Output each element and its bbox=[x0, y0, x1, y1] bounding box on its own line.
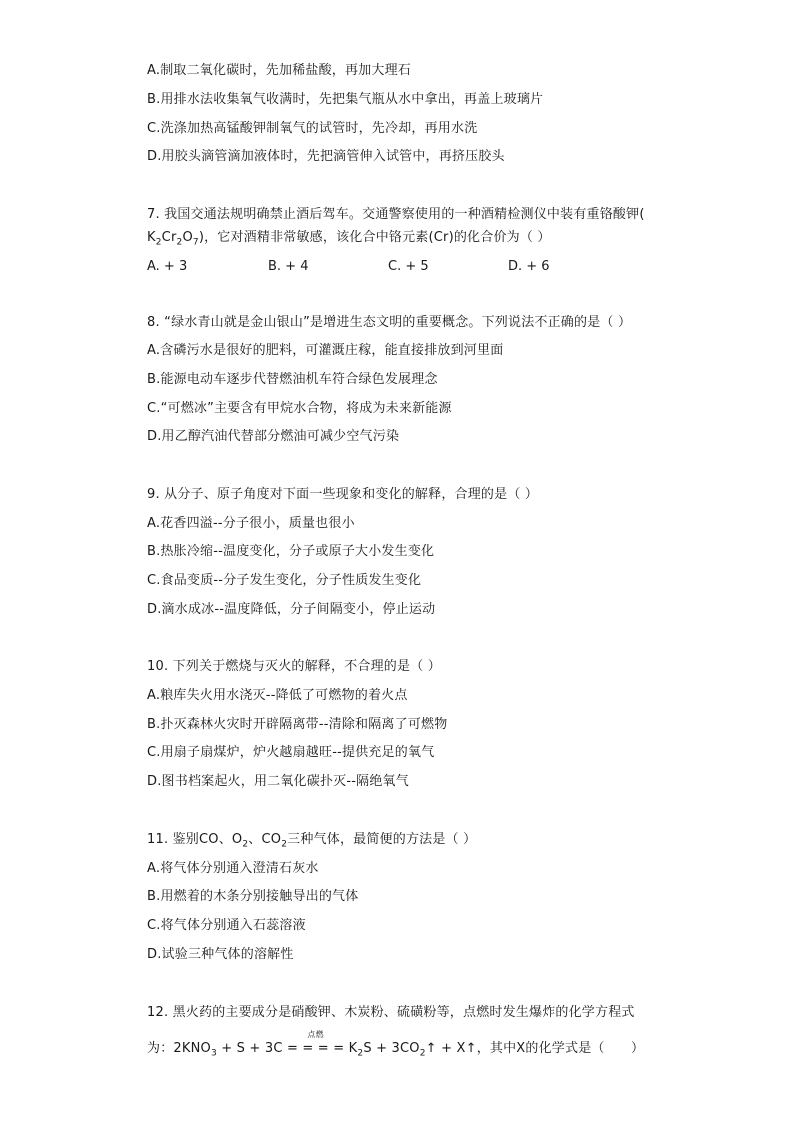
q8-option-c: C.“可燃冰”主要含有甲烷水合物，将成为未来新能源 bbox=[147, 401, 452, 416]
q10-option-d: D.图书档案起火，用二氧化碳扑灭--隔绝氧气 bbox=[147, 774, 409, 789]
q7-stem-line2: $K_2Cr_2O_7$)，它对酒精非常敏感，该化合中铬元素(Cr)的化合价为（ ） bbox=[147, 230, 551, 248]
q9-stem: 9. 从分子、原子角度对下面一些现象和变化的解释，合理的是（ ） bbox=[147, 487, 539, 502]
q9-option-d: D.滴水成冰--温度降低，分子间隔变小，停止运动 bbox=[147, 602, 436, 617]
reaction-equals-sign: 点燃 = = = = bbox=[287, 1040, 344, 1058]
q7-option-d: D. + 6 bbox=[508, 259, 550, 274]
q11-option-a: A.将气体分别通入澄清石灰水 bbox=[147, 861, 319, 876]
q9-option-b: B.热胀冷缩--温度变化，分子或原子大小发生变化 bbox=[147, 544, 435, 559]
reaction-condition: 点燃 bbox=[307, 1030, 324, 1039]
q12-equation-line: 为：$2KNO_3 + S + 3C$ 点燃 = = = = $K_2S$ + $3CO_2↑$ + X↑，其中X的化学式是（ ） bbox=[147, 1040, 644, 1058]
q8-stem: 8. “绿水青山就是金山银山”是增进生态文明的重要概念。下列说法不正确的是（ ） bbox=[147, 315, 632, 330]
q11-stem: 11. 鉴别CO、$O_2$、$CO_2$三种气体，最简便的方法是（ ） bbox=[147, 832, 477, 850]
q11-option-d: D.试验三种气体的溶解性 bbox=[147, 947, 294, 962]
q7-option-a: A. + 3 bbox=[147, 259, 188, 274]
q6-option-d: D.用胶头滴管滴加液体时，先把滴管伸入试管中，再挤压胶头 bbox=[147, 149, 505, 164]
q11-option-b: B.用燃着的木条分别接触导出的气体 bbox=[147, 889, 359, 904]
q8-option-b: B.能源电动车逐步代替燃油机车符合绿色发展理念 bbox=[147, 372, 438, 387]
q6-option-a: A.制取二氧化碳时，先加稀盐酸，再加大理石 bbox=[147, 63, 411, 78]
q10-option-b: B.扑灭森林火灾时开辟隔离带--清除和隔离了可燃物 bbox=[147, 717, 448, 732]
q12-stem-line1: 12. 黑火药的主要成分是硝酸钾、木炭粉、硫磺粉等，点燃时发生爆炸的化学方程式 bbox=[147, 1005, 635, 1020]
q7-stem-line1: 7. 我国交通法规明确禁止酒后驾车。交通警察使用的一种酒精检测仪中装有重铬酸钾( bbox=[147, 207, 645, 222]
q7-option-b: B. + 4 bbox=[268, 259, 309, 274]
q8-option-d: D.用乙醇汽油代替部分燃油可减少空气污染 bbox=[147, 429, 400, 444]
q10-stem: 10. 下列关于燃烧与灭火的解释，不合理的是（ ） bbox=[147, 659, 441, 674]
q9-option-a: A.花香四溢--分子很小，质量也很小 bbox=[147, 516, 355, 531]
q7-option-c: C. + 5 bbox=[388, 259, 429, 274]
q11-option-c: C.将气体分别通入石蕊溶液 bbox=[147, 918, 306, 933]
q10-option-a: A.粮库失火用水浇灭--降低了可燃物的着火点 bbox=[147, 688, 408, 703]
q8-option-a: A.含磷污水是很好的肥料，可灌溉庄稼，能直接排放到河里面 bbox=[147, 343, 504, 358]
q6-option-b: B.用排水法收集氧气收满时，先把集气瓶从水中拿出，再盖上玻璃片 bbox=[147, 92, 544, 107]
q9-option-c: C.食品变质--分子发生变化，分子性质发生变化 bbox=[147, 573, 422, 588]
q10-option-c: C.用扇子扇煤炉，炉火越扇越旺--提供充足的氧气 bbox=[147, 745, 435, 760]
q6-option-c: C.洗涤加热高锰酸钾制氧气的试管时，先冷却，再用水洗 bbox=[147, 121, 478, 136]
